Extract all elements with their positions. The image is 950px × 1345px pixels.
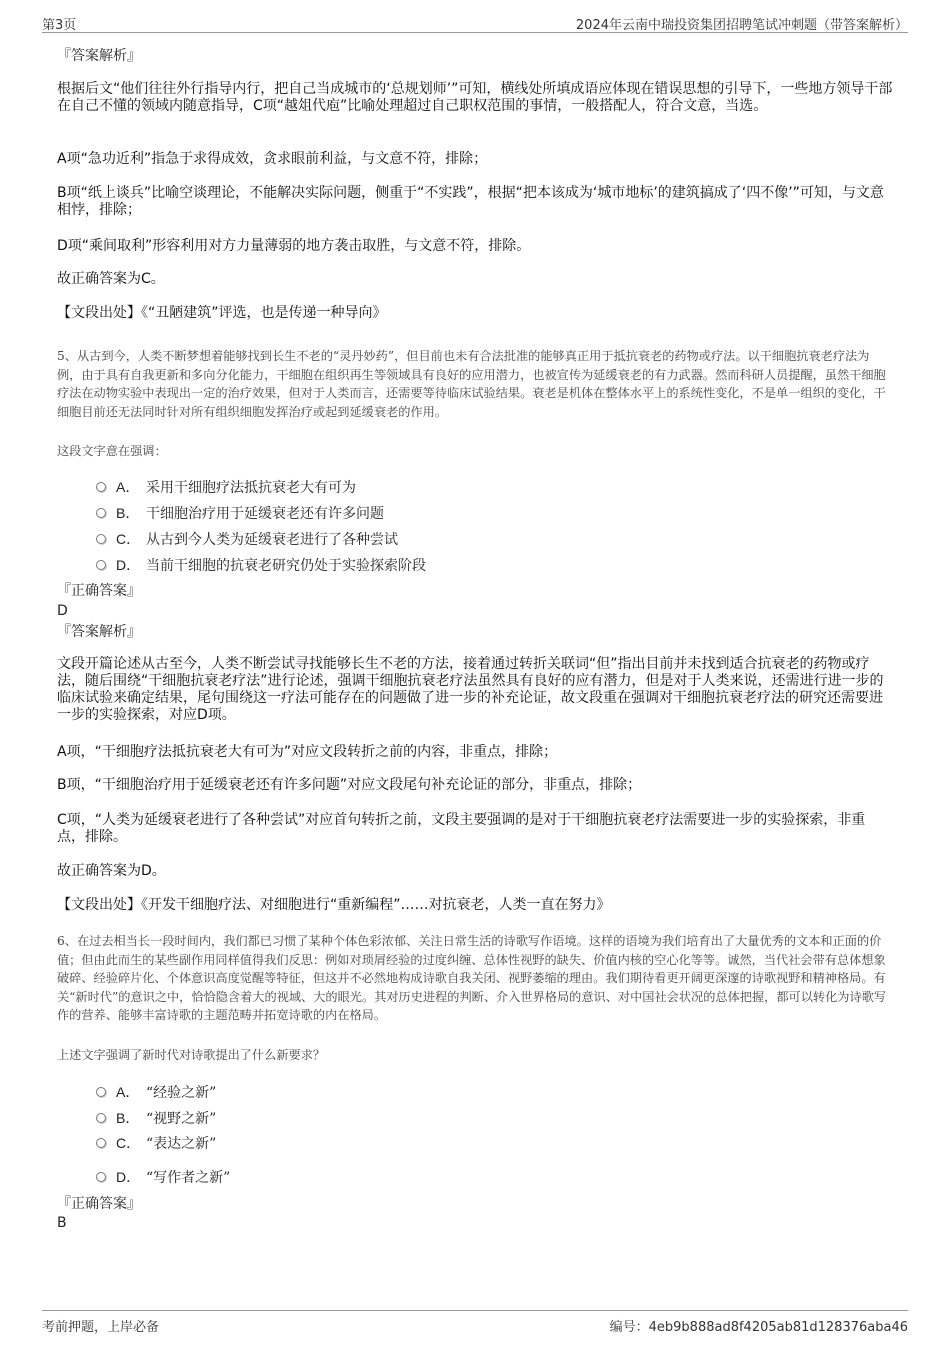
q6-stem: 6、在过去相当长一段时间内，我们都已习惯了某种个体色彩浓郁、关注日常生活的诗歌写作语境。这样的语境为我们培育出了大量优秀的文本和正面的价值；但由此而生的某些副作用同样值得我们反思：例如对琐屑经验的过度纠缠、总体性视野的缺失、价值内核的空心化等等。诚然，当代社会带有总体想象破碎、经验碎片化、个体意识高度觉醒等特征，但这并不必然地构成诗歌自我关闭、视野萎缩的理由。我们期待看更开阔更深邃的诗歌视野和精神格局。有关“新时代”的意识之中，恰恰隐含着大的视域、大的眼光。其对历史进程的判断、介入世界格局的意识、对中国社会状况的总体把握，都可以转化为诗歌写作的营养、能够丰富诗歌的主题范畴并拓宽诗歌的内在格局。 [57, 934, 887, 1023]
q6-option-d[interactable]: D． “写作者之新” [96, 1167, 230, 1187]
q4-source: 【文段出处】《“丑陋建筑”评选，也是传递一种导向》 [57, 305, 387, 321]
q5-analysis-para-3: B项，“干细胞治疗用于延缓衰老还有许多问题”对应文段尾句补充论证的部分，非重点，排除； [57, 777, 642, 793]
page-number: 第3页 [42, 18, 77, 33]
document-id: 编号：4eb9b888ad8f4205ab81d128376aba46 [609, 1320, 908, 1335]
q5-answer: D [57, 603, 68, 619]
q6-option-a[interactable]: A． “经验之新” [96, 1082, 216, 1102]
q5-source: 【文段出处】《开发干细胞疗法、对细胞进行“重新编程”……对抗衰老，人类一直在努力》 [57, 897, 611, 913]
radio-icon[interactable] [96, 560, 106, 570]
q5-option-c[interactable]: C． 从古到今人类为延缓衰老进行了各种尝试 [96, 529, 398, 549]
page-footer [42, 1310, 908, 1335]
radio-icon[interactable] [96, 534, 106, 544]
radio-icon[interactable] [96, 508, 106, 518]
q5-option-b[interactable]: B． 干细胞治疗用于延缓衰老还有许多问题 [96, 503, 384, 523]
q5-option-a[interactable]: A． 采用干细胞疗法抵抗衰老大有可为 [96, 477, 356, 497]
radio-icon[interactable] [96, 1087, 106, 1097]
radio-icon[interactable] [96, 1172, 106, 1182]
q6-answer: B [57, 1215, 67, 1231]
footer-slogan: 考前押题，上岸必备 [42, 1320, 160, 1335]
document-title: 2024年云南中瑞投资集团招聘笔试冲刺题（带答案解析） [575, 18, 908, 33]
radio-icon[interactable] [96, 1138, 106, 1148]
q5-analysis-label: 『答案解析』 [57, 624, 141, 640]
q5-analysis-para-4: C项，“人类为延缓衰老进行了各种尝试”对应首句转折之前，文段主要强调的是对于干细胞抗衰老疗法需要进一步的实验探索，非重点，排除。 [57, 812, 866, 845]
q4-analysis-para-4: D项“乘间取利”形容利用对方力量薄弱的地方袭击取胜，与文意不符，排除。 [57, 238, 531, 254]
q5-analysis-para-1: 文段开篇论述从古至今，人类不断尝试寻找能够长生不老的方法，接着通过转折关联词“但”指出目前并未找到适合抗衰老的药物或疗法，随后围绕“干细胞抗衰老疗法”进行论述，强调干细胞抗衰老疗法虽然具有良好的应有潜力，但是对于人类来说，还需进行进一步的临床试验来确定结果，尾句围绕这一疗法可能存在的问题做了进一步的补充论证，故文段重在强调对干细胞抗衰老疗法的研究还需要进一步的实验探索，对应D项。 [57, 656, 884, 723]
q5-question: 这段文字意在强调： [57, 444, 167, 458]
radio-icon[interactable] [96, 1113, 106, 1123]
q6-correct-label: 『正确答案』 [57, 1196, 141, 1212]
q6-question: 上述文字强调了新时代对诗歌提出了什么新要求？ [57, 1048, 326, 1062]
q5-correct-label: 『正确答案』 [57, 583, 141, 599]
q5-analysis-conclusion: 故正确答案为D。 [57, 863, 166, 879]
q4-analysis-para-1: 根据后文“他们往往外行指导内行，把自己当成城市的‘总规划师’”可知，横线处所填成语应体现在错误思想的引导下，一些地方领导干部在自己不懂的领域内随意指导，C项“越俎代庖”比喻处理超过自己职权范围的事情，一般搭配人，符合文意，当选。 [57, 81, 893, 114]
q6-option-b[interactable]: B． “视野之新” [96, 1108, 216, 1128]
radio-icon[interactable] [96, 482, 106, 492]
q4-analysis-para-3: B项“纸上谈兵”比喻空谈理论，不能解决实际问题，侧重于“不实践”，根据“把本该成为‘城市地标’的建筑搞成了‘四不像’”可知，与文意相悖，排除； [57, 185, 884, 218]
q6-option-c[interactable]: C． “表达之新” [96, 1133, 216, 1153]
q5-stem: 5、从古到今，人类不断梦想着能够找到长生不老的“灵丹妙药”，但目前也未有合法批准的能够真正用于抵抗衰老的药物或疗法。以干细胞抗衰老疗法为例，由于具有自我更新和多向分化能力，干细胞在组织再生等领域具有良好的应用潜力，也被宣传为延缓衰老的有力武器。然而科研人员提醒，虽然干细胞疗法在动物实验中表现出一定的治疗效果，但对于人类而言，还需要等待临床试验结果。衰老是机体在整体水平上的系统性变化，不是单一组织的变化，干细胞目前还无法同时针对所有组织细胞发挥治疗或起到延缓衰老的作用。 [57, 349, 886, 419]
q5-analysis-para-2: A项，“干细胞疗法抵抗衰老大有可为”对应文段转折之前的内容，非重点，排除； [57, 744, 558, 760]
page-header [42, 12, 908, 33]
q4-analysis-label: 『答案解析』 [57, 48, 141, 64]
q4-analysis-conclusion: 故正确答案为C。 [57, 271, 165, 287]
q5-option-d[interactable]: D． 当前干细胞的抗衰老研究仍处于实验探索阶段 [96, 555, 426, 575]
q4-analysis-para-2: A项“急功近利”指急于求得成效，贪求眼前利益，与文意不符，排除； [57, 151, 488, 167]
